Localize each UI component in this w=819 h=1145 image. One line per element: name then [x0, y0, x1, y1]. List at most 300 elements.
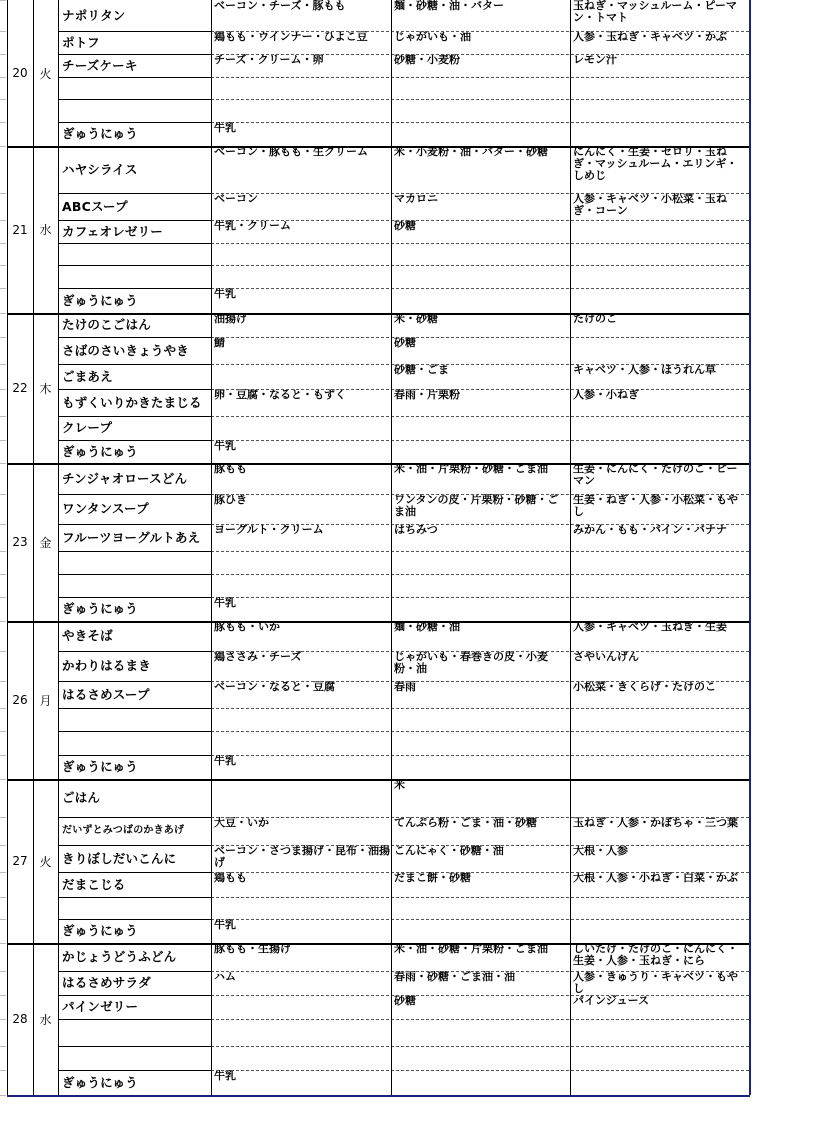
row-border: [58, 337, 211, 338]
yellow-group-ingredients: [392, 1019, 569, 1046]
row-border: [58, 288, 211, 289]
row-border: [58, 220, 211, 221]
yellow-group-ingredients: [392, 1070, 569, 1095]
green-group-ingredients: [571, 731, 748, 755]
row-border: [0, 463, 6, 464]
row-border: [211, 220, 749, 221]
column-border: [570, 0, 571, 1095]
row-border: [211, 681, 749, 682]
green-group-ingredients: 人参・小ねぎ: [573, 389, 639, 401]
row-border: [211, 1046, 749, 1047]
green-group-ingredients: [571, 122, 748, 146]
yellow-group-ingredients: 砂糖・小麦粉: [394, 54, 460, 66]
red-group-ingredients: [212, 364, 390, 389]
row-border: [211, 731, 749, 732]
red-group-ingredients: [212, 1046, 390, 1070]
row-border: [58, 971, 211, 972]
green-group-ingredients: 人参・きゅうり・キャベツ・もやし: [573, 971, 738, 995]
row-border: [0, 1019, 6, 1020]
row-border: [0, 731, 6, 732]
row-border: [211, 971, 749, 972]
green-group-ingredients: [571, 1070, 748, 1095]
row-border: [0, 416, 6, 417]
row-border: [0, 288, 6, 289]
row-border: [211, 651, 749, 652]
column-border: [391, 0, 392, 1095]
row-border: [211, 755, 749, 756]
dish-name: はるさめスープ: [62, 686, 150, 702]
row-border: [58, 872, 211, 873]
row-border: [58, 731, 211, 732]
row-border: [211, 574, 749, 575]
yellow-group-ingredients: [392, 551, 569, 574]
green-group-ingredients: 大根・人参: [573, 845, 628, 857]
red-group-ingredients: [212, 574, 390, 597]
row-border: [211, 845, 749, 846]
green-group-ingredients: たけのこ: [573, 313, 617, 325]
red-group-ingredients: 鯖: [214, 337, 225, 349]
row-border: [0, 943, 6, 944]
dish-name: ハヤシライス: [62, 161, 138, 177]
row-border: [58, 494, 211, 495]
green-group-ingredients: [571, 220, 748, 243]
row-border: [0, 54, 6, 55]
date-cell: 26: [12, 693, 28, 707]
yellow-group-ingredients: はちみつ: [394, 524, 438, 536]
weekday-cell: 金: [39, 535, 52, 550]
row-border: [0, 1095, 6, 1096]
red-group-ingredients: チーズ・クリーム・卵: [214, 54, 324, 66]
red-group-ingredients: [212, 416, 390, 440]
row-border: [211, 524, 749, 525]
row-border: [0, 193, 6, 194]
dish-name: ぎゅうにゅう: [62, 601, 138, 616]
green-group-ingredients: 人参・キャベツ・小松菜・玉ねぎ・コーン: [573, 193, 727, 217]
dish-name: [60, 99, 210, 122]
green-group-ingredients: [571, 337, 748, 364]
row-border: [211, 288, 749, 289]
yellow-group-ingredients: こんにゃく・砂糖・油: [394, 845, 504, 857]
green-group-ingredients: 人参・玉ねぎ・キャベツ・かぶ: [573, 31, 727, 43]
dish-name: だいずとみつばのかきあげ: [62, 825, 185, 836]
weekday-cell: 水: [39, 223, 52, 237]
date-cell: 20: [12, 66, 28, 80]
yellow-group-ingredients: [392, 99, 569, 122]
green-group-ingredients: 玉ねぎ・人参・かぼちゃ・三つ葉: [573, 817, 738, 829]
green-group-ingredients: [571, 1046, 748, 1070]
row-border: [211, 494, 749, 495]
dish-name: [60, 731, 210, 755]
column-border: [211, 0, 212, 1095]
row-border: [0, 77, 6, 78]
red-group-ingredients: [212, 708, 390, 731]
green-group-ingredients: [571, 755, 748, 779]
yellow-group-ingredients: 米・砂糖: [394, 313, 438, 325]
row-border: [58, 524, 211, 525]
green-group-ingredients: [571, 416, 748, 440]
row-border: [0, 146, 6, 147]
green-group-ingredients: [571, 243, 748, 265]
row-border: [0, 389, 6, 390]
row-border: [0, 551, 6, 552]
dish-name: [60, 243, 210, 265]
column-border: [58, 0, 59, 1095]
row-border: [0, 817, 6, 818]
green-group-ingredients: パインジュース: [573, 995, 649, 1007]
yellow-group-ingredients: [392, 731, 569, 755]
yellow-group-ingredients: 春雨・砂糖・ごま油・油: [394, 971, 515, 983]
yellow-group-ingredients: [392, 122, 569, 146]
red-group-ingredients: 牛乳: [214, 122, 236, 134]
row-border: [58, 1046, 211, 1047]
yellow-group-ingredients: 米: [394, 779, 405, 791]
dish-name: [60, 551, 210, 574]
row-border: [0, 243, 6, 244]
row-border: [58, 243, 211, 244]
dish-name: チンジャオロースどん: [62, 470, 188, 486]
row-border: [0, 1046, 6, 1047]
row-border: [0, 99, 6, 100]
dish-name: ごはん: [62, 790, 101, 805]
row-border: [7, 1095, 750, 1097]
dish-name: ぎゅうにゅう: [62, 1074, 138, 1090]
red-group-ingredients: 牛乳: [214, 755, 236, 767]
yellow-group-ingredients: [392, 77, 569, 99]
red-group-ingredients: 豚ひき: [214, 494, 247, 506]
red-group-ingredients: [212, 99, 390, 122]
green-group-ingredients: [571, 440, 748, 463]
green-group-ingredients: 大根・人参・小ねぎ・白菜・かぶ: [573, 872, 738, 884]
yellow-group-ingredients: 砂糖・ごま: [394, 364, 449, 376]
dish-name: もずくいりかきたまじる: [62, 394, 202, 410]
red-group-ingredients: 油揚げ: [214, 313, 247, 325]
dish-name: ポトフ: [62, 34, 100, 50]
weekday-cell: 木: [39, 381, 52, 396]
row-border: [58, 574, 211, 575]
red-group-ingredients: ベーコン・さつま揚げ・昆布・油揚げ: [214, 845, 390, 869]
red-group-ingredients: [212, 77, 390, 99]
yellow-group-ingredients: 砂糖: [394, 995, 416, 1007]
yellow-group-ingredients: 砂糖: [394, 337, 416, 349]
yellow-group-ingredients: 春雨: [394, 681, 416, 693]
green-group-ingredients: [571, 779, 748, 817]
green-group-ingredients: さやいんげん: [573, 651, 639, 663]
weekday-cell: 水: [39, 1012, 52, 1027]
yellow-group-ingredients: 麺・砂糖・油: [394, 621, 460, 633]
date-cell: 28: [12, 1012, 28, 1026]
yellow-group-ingredients: 春雨・片栗粉: [394, 389, 460, 401]
row-border: [211, 265, 749, 266]
dish-name: [60, 77, 210, 99]
red-group-ingredients: [212, 265, 390, 288]
dish-name: [60, 574, 210, 597]
row-border: [211, 551, 749, 552]
row-border: [211, 54, 749, 55]
green-group-ingredients: [571, 99, 748, 122]
red-group-ingredients: [212, 243, 390, 265]
green-group-ingredients: レモン汁: [573, 54, 617, 66]
dish-name: [60, 897, 210, 919]
green-group-ingredients: しいたけ・たけのこ・にんにく・生姜・人参・玉ねぎ・にら: [573, 943, 738, 967]
green-group-ingredients: みかん・もも・パイン・バナナ: [573, 524, 727, 536]
weekday-cell: 火: [39, 854, 52, 869]
column-border: [7, 0, 8, 1095]
yellow-group-ingredients: [392, 919, 569, 943]
row-border: [211, 897, 749, 898]
dish-name: たけのこごはん: [62, 317, 151, 332]
yellow-group-ingredients: ワンタンの皮・片栗粉・砂糖・ごま油: [394, 494, 559, 518]
red-group-ingredients: ベーコン・チーズ・豚もも: [214, 0, 346, 12]
row-border: [0, 845, 6, 846]
row-border: [211, 440, 749, 441]
red-group-ingredients: 鶏もも・ウインナー・ひよこ豆: [214, 31, 368, 43]
yellow-group-ingredients: 米・油・砂糖・片栗粉・ごま油: [394, 943, 548, 955]
red-group-ingredients: 牛乳: [214, 919, 236, 931]
row-border: [58, 1019, 211, 1020]
green-group-ingredients: [571, 77, 748, 99]
green-group-ingredients: [571, 574, 748, 597]
red-group-ingredients: 大豆・いか: [214, 817, 269, 829]
dish-name: やきそば: [62, 628, 113, 643]
red-group-ingredients: 牛乳: [214, 1070, 236, 1082]
row-border: [0, 872, 6, 873]
green-group-ingredients: 生姜・ねぎ・人参・小松菜・もやし: [573, 494, 738, 518]
row-border: [58, 99, 211, 100]
green-group-ingredients: 生姜・にんにく・たけのこ・ピーマン: [573, 463, 738, 487]
yellow-group-ingredients: [392, 574, 569, 597]
red-group-ingredients: ハム: [214, 971, 236, 983]
green-group-ingredients: [571, 919, 748, 943]
yellow-group-ingredients: じゃがいも・春巻きの皮・小麦粉・油: [394, 651, 548, 675]
red-group-ingredients: ヨーグルト・クリーム: [214, 524, 324, 536]
yellow-group-ingredients: [392, 755, 569, 779]
row-border: [58, 1070, 211, 1071]
row-border: [0, 265, 6, 266]
date-cell: 27: [12, 854, 28, 868]
red-group-ingredients: [212, 995, 390, 1019]
dish-name: ぎゅうにゅう: [62, 923, 138, 938]
row-border: [58, 817, 211, 818]
row-border: [211, 193, 749, 194]
red-group-ingredients: [212, 1019, 390, 1046]
weekday-cell: 月: [39, 693, 52, 708]
row-border: [0, 1070, 6, 1071]
row-border: [58, 193, 211, 194]
row-border: [211, 77, 749, 78]
row-border: [58, 440, 211, 441]
row-border: [211, 389, 749, 390]
dish-name: [60, 708, 210, 731]
dish-name: ワンタンスープ: [62, 501, 149, 516]
row-border: [0, 220, 6, 221]
dish-name: かわりはるまき: [62, 658, 151, 673]
row-border: [211, 995, 749, 996]
row-border: [0, 755, 6, 756]
row-border: [211, 1070, 749, 1071]
yellow-group-ingredients: [392, 708, 569, 731]
red-group-ingredients: [212, 731, 390, 755]
row-border: [0, 919, 6, 920]
yellow-group-ingredients: [392, 440, 569, 463]
row-border: [58, 897, 211, 898]
row-border: [0, 364, 6, 365]
row-border: [58, 416, 211, 417]
row-border: [0, 681, 6, 682]
row-border: [0, 708, 6, 709]
row-border: [58, 54, 211, 55]
yellow-group-ingredients: [392, 288, 569, 313]
yellow-group-ingredients: じゃがいも・油: [394, 31, 471, 43]
green-group-ingredients: [571, 288, 748, 313]
row-border: [0, 779, 6, 780]
row-border: [58, 265, 211, 266]
yellow-group-ingredients: 米・小麦粉・油・バター・砂糖: [394, 146, 548, 158]
date-cell: 22: [12, 381, 28, 395]
red-group-ingredients: 卵・豆腐・なると・もずく: [214, 389, 346, 401]
row-border: [211, 872, 749, 873]
yellow-group-ingredients: [392, 265, 569, 288]
dish-name: ぎゅうにゅう: [62, 443, 138, 459]
dish-name: はるさめサラダ: [62, 975, 151, 990]
row-border: [211, 122, 749, 123]
row-border: [211, 1019, 749, 1020]
red-group-ingredients: 牛乳・クリーム: [214, 220, 291, 232]
dish-name: ナポリタン: [62, 7, 126, 23]
dish-name: カフェオレゼリー: [62, 223, 163, 239]
yellow-group-ingredients: マカロニ: [394, 193, 438, 205]
row-border: [58, 845, 211, 846]
row-border: [0, 995, 6, 996]
row-border: [58, 597, 211, 598]
row-border: [0, 122, 6, 123]
row-border: [211, 416, 749, 417]
dish-name: きりぼしだいこんに: [62, 850, 177, 866]
yellow-group-ingredients: 砂糖: [394, 220, 416, 232]
dish-name: チーズケーキ: [62, 57, 138, 73]
row-border: [58, 708, 211, 709]
green-group-ingredients: [571, 551, 748, 574]
row-border: [58, 364, 211, 365]
row-border: [0, 621, 6, 622]
row-border: [211, 708, 749, 709]
green-group-ingredients: 玉ねぎ・マッシュルーム・ピーマン・トマト: [573, 0, 737, 24]
red-group-ingredients: [212, 551, 390, 574]
dish-name: フルーツヨーグルトあえ: [62, 529, 201, 545]
dish-name: ABCスープ: [62, 198, 128, 214]
dish-name: [60, 1046, 210, 1070]
green-group-ingredients: キャベツ・人参・ほうれん草: [573, 364, 716, 376]
red-group-ingredients: 豚もも・生揚げ: [214, 943, 291, 955]
row-border: [0, 337, 6, 338]
row-border: [58, 995, 211, 996]
red-group-ingredients: [212, 897, 390, 919]
row-border: [211, 364, 749, 365]
green-group-ingredients: [571, 897, 748, 919]
green-group-ingredients: 人参・キャベツ・玉ねぎ・生姜: [573, 621, 727, 633]
row-border: [0, 971, 6, 972]
red-group-ingredients: ベーコン・豚もも・生クリーム: [214, 146, 368, 158]
weekday-cell: 火: [39, 66, 52, 81]
dish-name: クレープ: [62, 420, 113, 435]
row-border: [0, 494, 6, 495]
dish-name: さばのさいきょうやき: [62, 342, 190, 358]
row-border: [211, 817, 749, 818]
red-group-ingredients: 鶏もも: [214, 872, 247, 884]
row-border: [58, 31, 211, 32]
row-border: [0, 31, 6, 32]
row-border: [58, 551, 211, 552]
row-border: [211, 337, 749, 338]
row-border: [58, 755, 211, 756]
yellow-group-ingredients: [392, 1046, 569, 1070]
red-group-ingredients: 牛乳: [214, 440, 236, 452]
row-border: [211, 919, 749, 920]
row-border: [0, 313, 6, 314]
row-border: [0, 0, 6, 1]
row-border: [0, 897, 6, 898]
yellow-group-ingredients: 麺・砂糖・油・バター: [394, 0, 504, 12]
row-border: [211, 31, 749, 32]
column-border: [33, 0, 34, 1095]
red-group-ingredients: ベーコン: [214, 193, 258, 205]
row-border: [211, 597, 749, 598]
red-group-ingredients: 鶏ささみ・チーズ: [214, 651, 302, 663]
dish-name: だまこじる: [62, 876, 126, 892]
yellow-group-ingredients: [392, 597, 569, 621]
dish-name: ごまあえ: [62, 368, 113, 384]
yellow-group-ingredients: 米・油・片栗粉・砂糖・ごま油: [394, 463, 548, 475]
red-group-ingredients: [212, 779, 390, 817]
row-border: [58, 77, 211, 78]
dish-name: ぎゅうにゅう: [62, 292, 138, 308]
dish-name: ぎゅうにゅう: [62, 759, 138, 774]
dish-name: パインゼリー: [62, 999, 139, 1014]
dish-name: [60, 1019, 210, 1046]
red-group-ingredients: ベーコン・なると・豆腐: [214, 681, 335, 693]
date-cell: 21: [12, 222, 28, 237]
red-group-ingredients: 豚もも・いか: [214, 621, 280, 633]
row-border: [0, 524, 6, 525]
yellow-group-ingredients: [392, 897, 569, 919]
yellow-group-ingredients: [392, 416, 569, 440]
row-border: [211, 243, 749, 244]
green-group-ingredients: [571, 265, 748, 288]
date-cell: 23: [12, 535, 28, 549]
dish-name: かじょうどうふどん: [62, 949, 177, 964]
row-border: [211, 99, 749, 100]
row-border: [0, 440, 6, 441]
row-border: [58, 651, 211, 652]
row-border: [0, 597, 6, 598]
green-group-ingredients: [571, 1019, 748, 1046]
yellow-group-ingredients: てんぷら粉・ごま・油・砂糖: [394, 817, 537, 829]
yellow-group-ingredients: [392, 243, 569, 265]
column-border: [749, 0, 751, 1095]
row-border: [58, 681, 211, 682]
row-border: [58, 919, 211, 920]
red-group-ingredients: 牛乳: [214, 597, 236, 609]
row-border: [0, 651, 6, 652]
green-group-ingredients: [571, 708, 748, 731]
green-group-ingredients: 小松菜・きくらげ・たけのこ: [573, 681, 716, 693]
red-group-ingredients: 牛乳: [214, 288, 236, 300]
green-group-ingredients: [571, 597, 748, 621]
row-border: [0, 574, 6, 575]
dish-name: ぎゅうにゅう: [62, 126, 138, 141]
green-group-ingredients: にんにく・生姜・セロリ・玉ねぎ・マッシュルーム・エリンギ・しめじ: [573, 146, 738, 182]
dish-name: [60, 265, 210, 288]
red-group-ingredients: 豚もも: [214, 463, 247, 475]
